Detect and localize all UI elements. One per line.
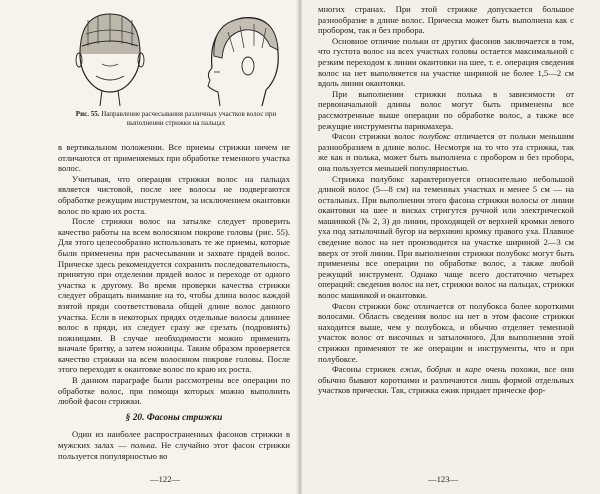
section-heading: § 20. Фасоны стрижки (125, 412, 223, 423)
paragraph (318, 364, 574, 396)
page-number-right: —123— (428, 474, 459, 484)
left-text-column (58, 142, 290, 461)
text-run: очень похожи, все они обычно бывают короткими и различаются лишь формой отдельных участков прически. Так, стрижка ежик придает прическе фор- (318, 364, 574, 396)
right-text-column (318, 4, 574, 396)
paragraph: Учитывая, что операция стрижки волос на пальцах является чистовой, после нее волосы не подвергаются обработке режущим инструментом, за исключением окантовки волос по краю их роста. (58, 173, 290, 216)
paragraph: Стрижка полубокс характеризуется относительно небольшой длиной волос (5—8 см) на теменных участках и менее 5 см — на остальных. При выполнении этого фасона стрижки волосы от линии окантовки на шее и висках стригутся ручной или электрической машинкой (№ 2, 3) до линии, проходящей от верхней кромки левого уха под затылочный бугор на верхнюю кромку правого уха. Плавное сведение волос на нет производится на участке шириной 2—3 см вверх от этой линии. При выполнении стрижки полубокс могут быть применены все операции по обработке волос, а также любой режущий инструмент. Однако чаще всего достаточно четырех операций: сведения волос на нет, стрижки волос на пальцах, стрижки волос машинкой и окантовки. (318, 173, 574, 301)
paragraph (58, 429, 290, 461)
italic-term: бокс (394, 300, 411, 311)
text-run: отличается от полубокса более короткими волосами. Область сведения волос на нет в этом фасоне стрижки находится выше, чем у полубокса, и обычно отделяет теменной участок волос от височных и затылочного. Для выполнения этой стрижки применяют те же операции и инструменты, что и при полубоксе. (318, 300, 575, 364)
head-illustrations (62, 6, 288, 110)
text-run: Один из наиболее распространенных фасонов стрижки в мужских залах — (58, 429, 290, 451)
paragraph (318, 301, 574, 365)
text-run: отличается от польки меньшим разнообразием в длине волос. Несмотря на то что эта стрижка, так же как и полька, может быть выполнена с пробором и без пробора, она пользуется меньшей популярностью. (318, 131, 574, 173)
head-rear-view (76, 14, 144, 106)
head-side-view (208, 18, 278, 106)
figure-caption (60, 110, 292, 127)
paragraph: многих странах. При этой стрижке допускается большое разнообразие в длине волос. Прическа может быть выполнена как с пробором, так и без пробора. (318, 4, 574, 36)
paragraph: После стрижки волос на затылке следует проверить качество работы на всем волосяном покрове головы (рис. 55). Для этого целесообразно использовать те же приемы, которые были применены при расчесывании и захвате прядей волос. Прическе здесь рекомендуется сохранить последовательность, принятую при отделении прядей волос и переходе от одного участка к другому. Во время проверки качества стрижки следует обращать внимание на то, чтобы длина волос каждой взятой пряди соответствовала общей длине волос данного участка. Если в некоторых прядях отдельные волосы длиннее волос в пряди, их следует сразу же срезать (подровнять) ножницами. В случае необходимости можно применить вначале бритву, а затем ножницы. Таким образом проверяется качество стрижки на всем волосяном покрове головы. После этого переходят к окантовке волос по краю их роста. (58, 216, 290, 375)
paragraph (318, 131, 574, 173)
italic-term: каре (465, 364, 482, 375)
paragraph: В данном параграфе были рассмотрены все операции по обработке волос, при помощи которых можно выполнить любой фасон стрижки. (58, 375, 290, 407)
paragraph: При выполнении стрижки полька в зависимости от первоначальной длины волос могут быть применены все рассмотренные выше операции по обработке волос, а также все режущие инструменты парикмахера. (318, 88, 574, 131)
paragraph: Основное отличие польки от других фасонов заключается в том, что густота волос на всех участках головы остается максимальной с резким переходом к линии окантовки на шее, т. е. операция сведения волос на нет выполняется на участке шириной не более 1,5—2 см вдоль линии окантовки. (318, 35, 574, 89)
left-page (0, 0, 298, 494)
right-page (302, 0, 600, 494)
text-run: Фасон стрижки волос (332, 131, 415, 142)
text-run: и (456, 364, 461, 375)
figure-caption-label: Рис. 55. (75, 110, 100, 118)
figure-caption-text: Направление расчесывания различных участков волос при выполнении стрижки на пальцах (101, 110, 277, 127)
italic-term: полубокс (418, 131, 451, 142)
text-run: Фасоны стрижек (332, 364, 396, 375)
text-run: Фасон стрижки (332, 300, 391, 311)
italic-term: ежик, бобрик (400, 364, 452, 375)
text-run: . Не случайно этот фасон стрижки пользуется популярностью во (58, 440, 290, 461)
italic-term: полька (130, 440, 155, 451)
page-number-left: —122— (150, 474, 181, 484)
paragraph: в вертикальном положении. Все приемы стрижки ничем не отличаются от применяемых при обработке теменного участка волос. (58, 142, 290, 174)
